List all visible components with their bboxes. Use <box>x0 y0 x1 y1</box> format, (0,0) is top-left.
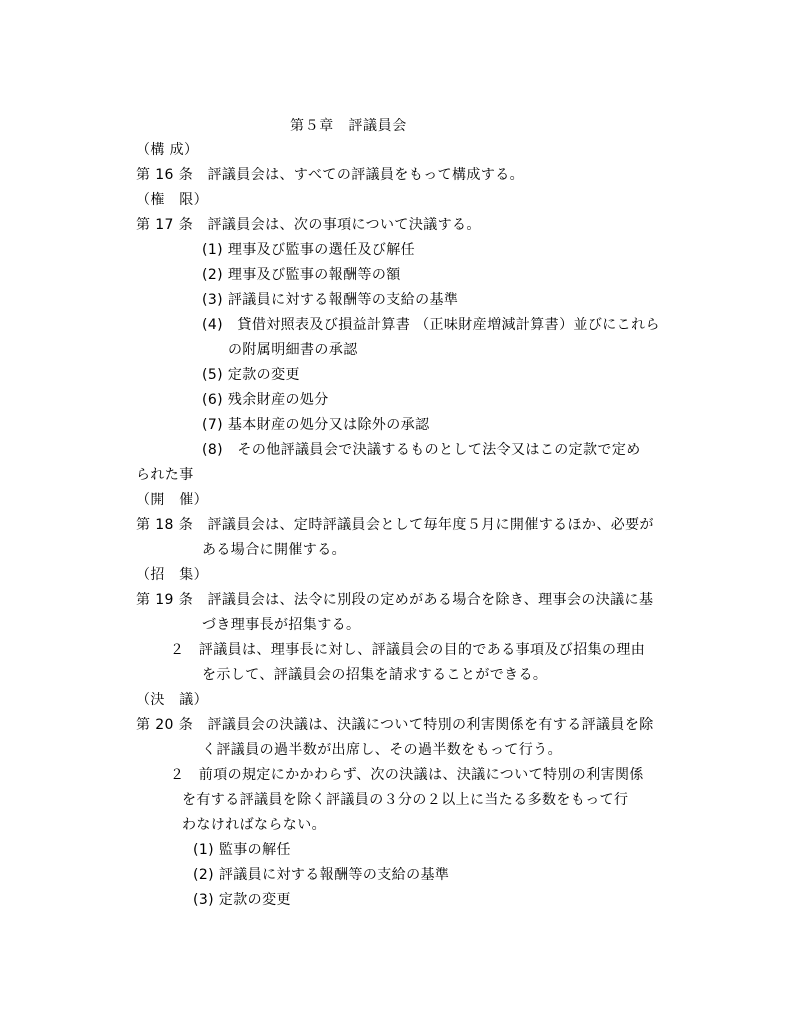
article-17-item-5: (5) 定款の変更 <box>202 367 300 383</box>
article-19-cont: づき理事長が招集する。 <box>202 617 361 633</box>
article-16: 第 16 条 評議員会は、すべての評議員をもって構成する。 <box>136 167 525 183</box>
article-19-para-2: ２ 評議員は、理事長に対し、評議員会の目的である事項及び招集の理由 <box>170 642 646 658</box>
article-17-item-2: (2) 理事及び監事の報酬等の額 <box>202 267 401 283</box>
article-17-item-4: (4) 貸借対照表及び損益計算書 （正味財産増減計算書）並びにこれら <box>202 317 660 333</box>
article-17-item-3: (3) 評議員に対する報酬等の支給の基準 <box>202 292 459 308</box>
article-17: 第 17 条 評議員会は、次の事項について決議する。 <box>136 217 481 233</box>
article-20-item-1: (1) 監事の解任 <box>193 842 291 858</box>
article-17-item-8-cont: られた事 <box>136 467 194 483</box>
article-20-cont: く評議員の過半数が出席し、その過半数をもって行う。 <box>202 742 562 758</box>
chapter-title: 第５章 評議員会 <box>290 118 407 134</box>
article-19: 第 19 条 評議員会は、法令に別段の定めがある場合を除き、理事会の決議に基 <box>136 592 654 608</box>
section-heading-composition: （構 成） <box>136 142 199 158</box>
section-heading-convocation: （招 集） <box>136 567 208 583</box>
article-20-para-2-cont-1: を有する評議員を除く評議員の３分の２以上に当たる多数をもって行 <box>182 792 629 808</box>
section-heading-authority: （権 限） <box>136 192 208 208</box>
article-18-cont: ある場合に開催する。 <box>202 542 346 558</box>
article-20-item-2: (2) 評議員に対する報酬等の支給の基準 <box>193 867 450 883</box>
article-17-item-8: (8) その他評議員会で決議するものとして法令又はこの定款で定め <box>202 442 641 458</box>
article-17-item-4-cont: の附属明細書の承認 <box>228 342 358 358</box>
article-20-para-2-cont-2: わなければならない。 <box>182 817 326 833</box>
article-20-item-3: (3) 定款の変更 <box>193 892 291 908</box>
article-17-item-1: (1) 理事及び監事の選任及び解任 <box>202 242 416 258</box>
article-18: 第 18 条 評議員会は、定時評議員会として毎年度５月に開催するほか、必要が <box>136 517 654 533</box>
article-17-item-7: (7) 基本財産の処分又は除外の承認 <box>202 417 430 433</box>
article-17-item-6: (6) 残余財産の処分 <box>202 392 329 408</box>
article-20-para-2: ２ 前項の規定にかかわらず、次の決議は、決議について特別の利害関係 <box>170 767 644 783</box>
section-heading-resolution: （決 議） <box>136 692 208 708</box>
article-20: 第 20 条 評議員会の決議は、決議について特別の利害関係を有する評議員を除 <box>136 717 654 733</box>
section-heading-holding: （開 催） <box>136 492 208 508</box>
article-19-para-2-cont: を示して、評議員会の招集を請求することができる。 <box>202 667 548 683</box>
